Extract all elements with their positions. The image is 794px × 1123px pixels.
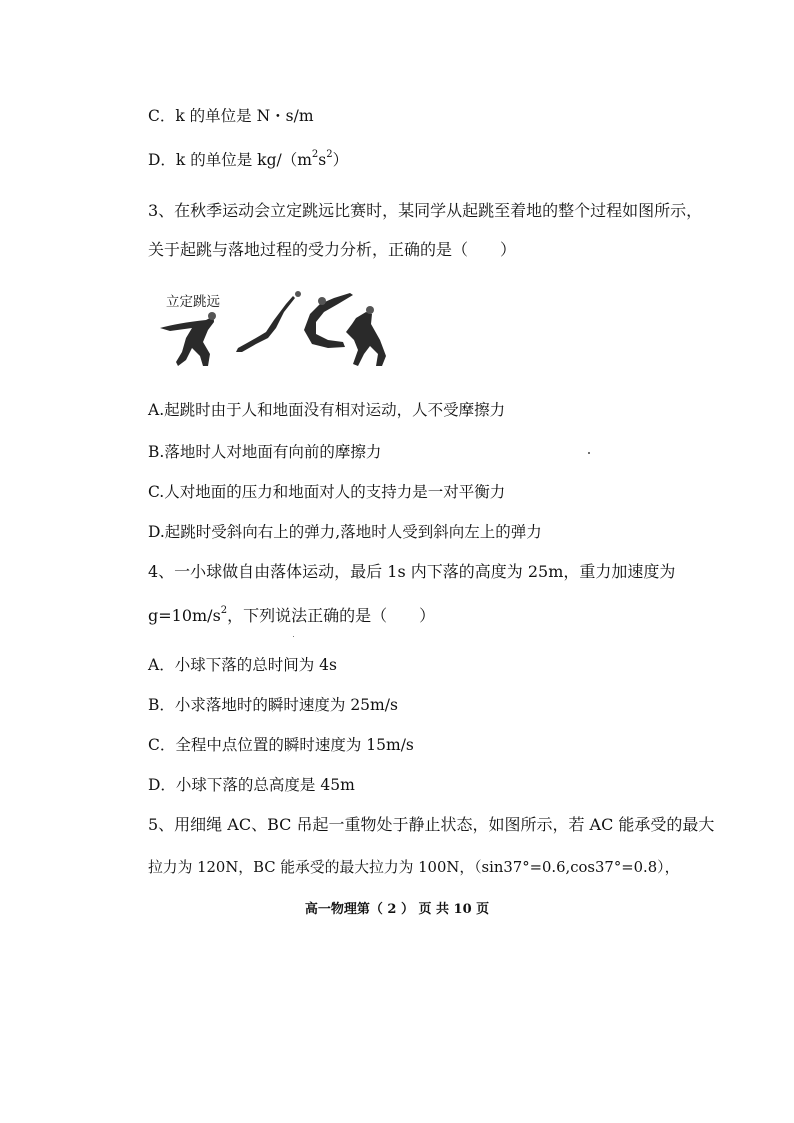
option-2d-sup1: 2 <box>311 149 319 160</box>
question-4-line-2-suffix: ，下列说法正确的是（ ） <box>227 606 436 625</box>
option-4a: A．小球下落的总时间为 4s <box>148 656 337 674</box>
option-2d <box>148 150 348 170</box>
question-4-line-2-prefix: g=10m/s <box>148 606 221 625</box>
option-4c: C．全程中点位置的瞬时速度为 15m/s <box>148 736 414 754</box>
option-4b: B．小求落地时的瞬时速度为 25m/s <box>148 696 398 714</box>
question-4-line-1: 4、一小球做自由落体运动，最后 1s 内下落的高度为 25m，重力加速度为 <box>148 562 676 581</box>
option-4d: D．小球下落的总高度是 45m <box>148 776 355 794</box>
option-3a: A.起跳时由于人和地面没有相对运动，人不受摩擦力 <box>148 401 506 419</box>
question-3-line-1: 3、在秋季运动会立定跳远比赛时，某同学从起跳至着地的整个过程如图所示， <box>148 201 703 220</box>
option-2d-mid: s <box>318 151 327 169</box>
figure-label: 立定跳远 <box>166 294 220 310</box>
option-3b: B.落地时人对地面有向前的摩擦力 <box>148 443 382 461</box>
option-2d-suffix: ） <box>332 151 349 169</box>
stray-dot-2 <box>293 636 294 637</box>
long-jump-figure <box>158 290 388 370</box>
option-3c: C.人对地面的压力和地面对人的支持力是一对平衡力 <box>148 483 506 501</box>
question-5-line-2: 拉力为 120N，BC 能承受的最大拉力为 100N，（sin37°=0.6,cos37°=0.8）， <box>148 859 680 876</box>
question-3-line-2: 关于起跳与落地过程的受力分析，正确的是（ ） <box>148 240 517 259</box>
stray-dot <box>588 452 590 454</box>
question-5-line-1: 5、用细绳 AC、BC 吊起一重物处于静止状态，如图所示，若 AC 能承受的最大 <box>148 815 715 834</box>
page-footer: 高一物理第（ 2 ） 页 共 10 页 <box>304 902 490 917</box>
question-4-line-2-sup: 2 <box>220 605 228 616</box>
option-2d-prefix: D．k 的单位是 kg/（m <box>148 151 312 169</box>
option-2c: C．k 的单位是 N・s/m <box>148 107 314 125</box>
option-3d: D.起跳时受斜向右上的弹力,落地时人受到斜向左上的弹力 <box>148 523 542 541</box>
option-2d-sup2: 2 <box>326 149 333 160</box>
question-4-line-2 <box>148 606 435 626</box>
